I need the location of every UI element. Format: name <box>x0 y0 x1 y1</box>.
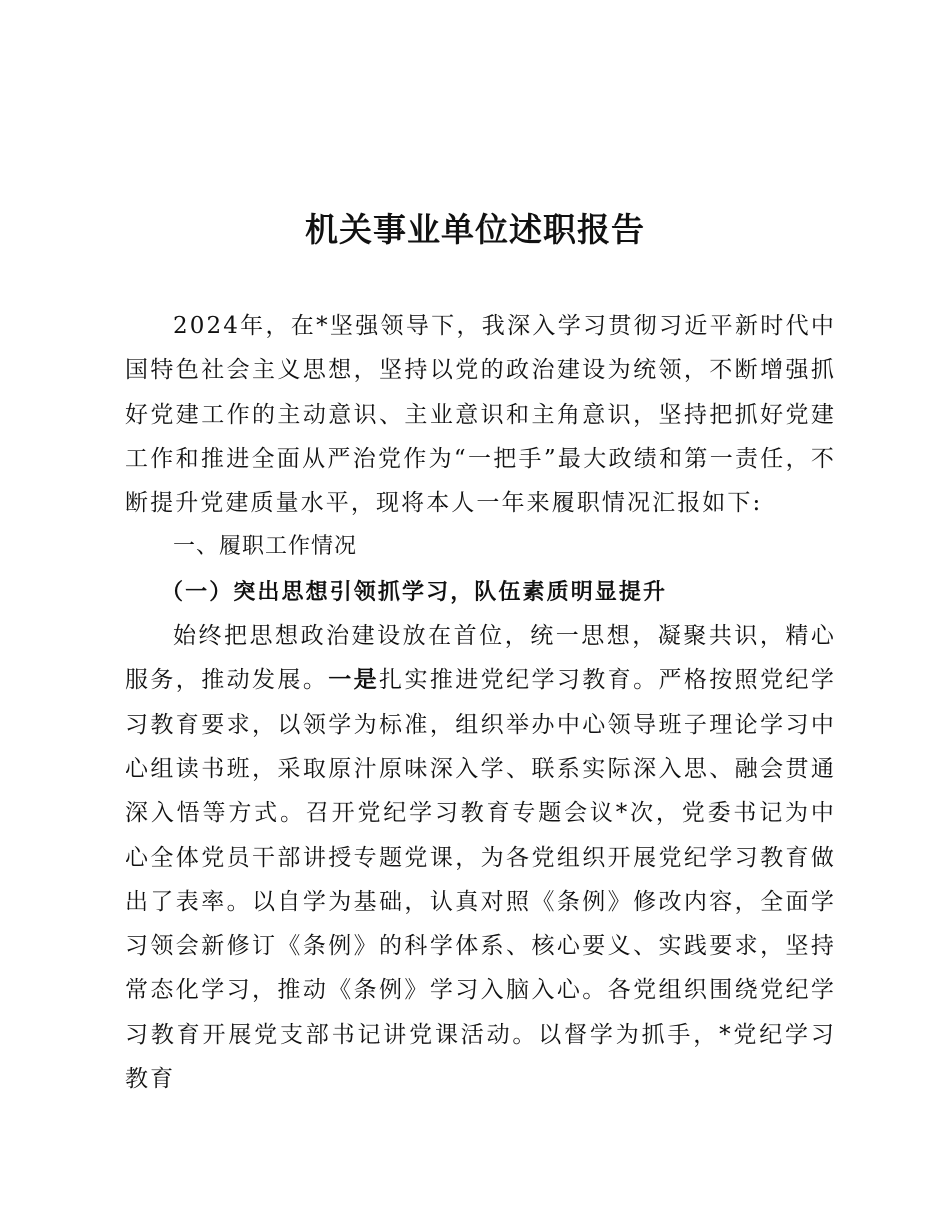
emphasis-text: 一是 <box>328 666 380 694</box>
paragraph-continuation: 扎实推进党纪学习教育。严格按照党纪学习教育要求，以领学为标准，组织举办中心领导班子理论学习中心组读书班，采取原汁原味深入学、联系实际深入思、融会贯通深入悟等方式。召开党纪学习教育专题会议*次，党委书记为中心全体党员干部讲授专题党课，为各党组织开展党纪学习教育做出了表率。以自学为基础，认真对照《条例》修改内容，全面学习领会新修订《条例》的科学体系、核心要义、实践要求，坚持常态化学习，推动《条例》学习入脑入心。各党组织围绕党纪学习教育开展党支部书记讲党课活动。以督学为抓手，*党纪学习教育 <box>125 667 836 1093</box>
document-body <box>125 304 836 1101</box>
body-paragraph <box>125 614 836 1101</box>
document-title: 机关事业单位述职报告 <box>305 210 645 249</box>
subsection-heading: （一）突出思想引领抓学习，队伍素质明显提升 <box>161 578 668 605</box>
section-heading: 一、履职工作情况 <box>173 534 358 560</box>
paragraph-lead: 始终把思想政治建设放在首位，统一思想，凝聚共识，精心服务，推动发展。 <box>125 623 836 694</box>
intro-paragraph: 2024年，在*坚强领导下，我深入学习贯彻习近平新时代中国特色社会主义思想，坚持以党的政治建设为统领，不断增强抓好党建工作的主动意识、主业意识和主角意识，坚持把抓好党建工作和推进全面从严治党作为“一把手”最大政绩和第一责任，不断提升党建质量水平，现将本人一年来履职情况汇报如下: <box>125 313 836 517</box>
